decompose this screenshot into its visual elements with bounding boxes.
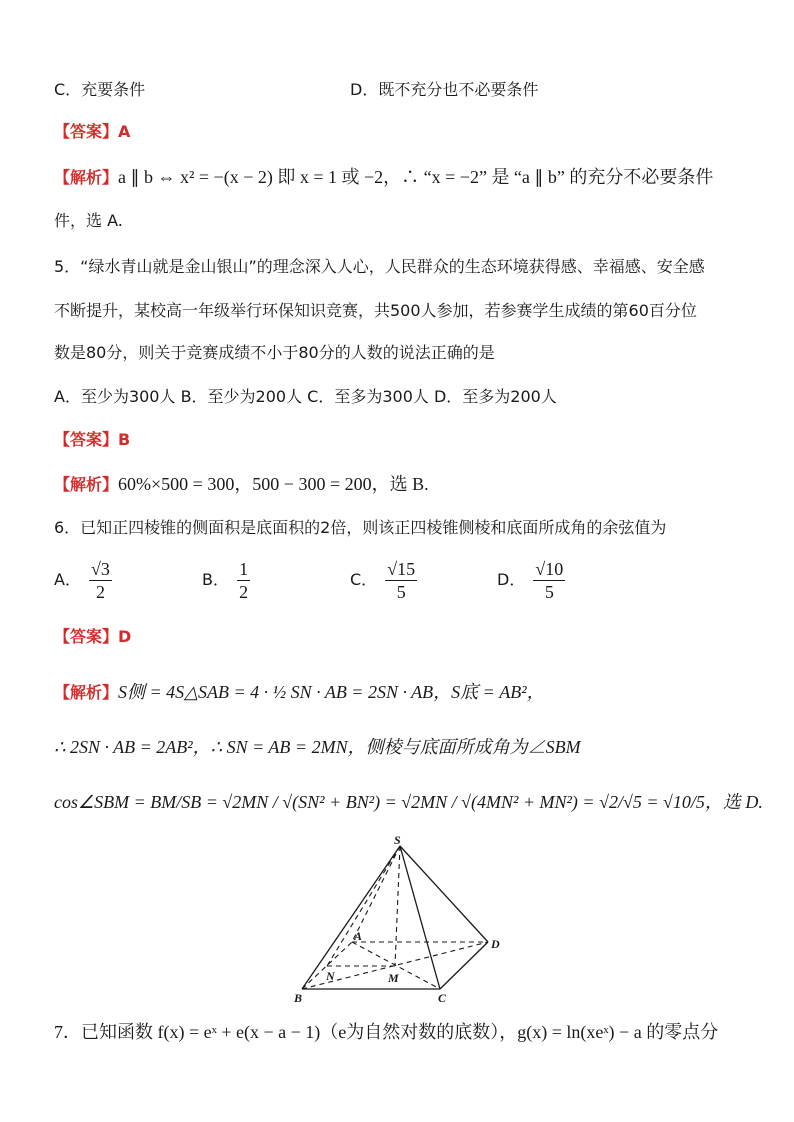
q6-option-a-label: A． — [54, 570, 81, 589]
q5-stem-line1: 5．“绿水青山就是金山银山”的理念深入人心，人民群众的生态环境获得感、幸福感、安全感 — [54, 257, 705, 276]
point-label-n: N — [326, 969, 335, 983]
q6-option-b — [202, 558, 253, 603]
q6-option-c — [350, 558, 420, 603]
q4-option-d: D．既不充分也不必要条件 — [350, 80, 539, 99]
q6-option-a — [54, 558, 115, 603]
q5-options: A．至少为300人 B．至少为200人 C．至多为300人 D．至多为200人 — [54, 387, 557, 406]
vertex-label-b: B — [294, 991, 303, 1005]
numerator: √3 — [91, 559, 110, 579]
q6-option-b-fraction — [237, 558, 250, 603]
q6-analysis-line1 — [54, 680, 545, 705]
q6-option-c-label: C． — [350, 570, 378, 589]
q5-answer: 【答案】B — [54, 430, 131, 449]
q6-analysis-math1: S侧 = 4S△SAB = 4 · ½ SN · AB = 2SN · AB，S底 = AB²， — [118, 682, 545, 702]
q5-stem-line2: 不断提升，某校高一年级举行环保知识竞赛，共500人参加，若参赛学生成绩的第60百分位 — [54, 301, 697, 320]
edge-sb — [302, 846, 400, 989]
q6-option-a-fraction — [89, 558, 112, 603]
q4-answer: 【答案】A — [54, 122, 131, 141]
q7-stem-text: 7．已知函数 f(x) = eˣ + e(x − a − 1)（e为自然对数的底数），g(x) = ln(xeˣ) − a 的零点分 — [54, 1022, 719, 1042]
q6-analysis-label: 【解析】 — [54, 683, 119, 702]
q6-option-d — [497, 558, 568, 603]
q6-option-c-fraction — [385, 558, 417, 603]
q6-option-d-label: D． — [497, 570, 526, 589]
point-label-m: M — [388, 971, 399, 985]
q6-analysis-line3: cos∠SBM = BM/SB = √2MN / √(SN² + BN²) = √2MN / √(4MN² + MN²) = √2/√5 = √10/5，选 D. — [54, 792, 763, 812]
q6-option-b-label: B． — [202, 570, 229, 589]
q5-stem-line3: 数是80分，则关于竞赛成绩不小于80分的人数的说法正确的是 — [54, 343, 495, 362]
edge-cd — [440, 942, 488, 989]
denominator: 2 — [239, 582, 249, 602]
q4-analysis-math: a ∥ b ⇔ x² = −(x − 2) 即 x = 1 或 −2，∴ “x = −2” 是 “a ∥ b” 的充分不必要条件 — [118, 167, 714, 187]
q4-analysis-line2: 件，选 A. — [54, 211, 123, 230]
denominator: 2 — [95, 582, 105, 602]
denominator: 5 — [396, 582, 406, 602]
q5-analysis-label: 【解析】 — [54, 475, 119, 494]
vertex-label-a: A — [354, 929, 363, 943]
vertex-label-d: D — [491, 937, 500, 951]
q5-analysis-text: 60%×500 = 300，500 − 300 = 200，选 B. — [118, 474, 429, 494]
q4-analysis-line1 — [54, 165, 713, 190]
q6-analysis-line2: ∴ 2SN · AB = 2AB²，∴ SN = AB = 2MN，侧棱与底面所成角为∠SBM — [54, 737, 581, 757]
height-sm — [395, 846, 400, 966]
vertex-label-s: S — [394, 834, 401, 847]
q6-stem: 6．已知正四棱锥的侧面积是底面积的2倍，则该正四棱锥侧棱和底面所成角的余弦值为 — [54, 518, 667, 537]
q5-analysis — [54, 472, 429, 497]
numerator: √10 — [535, 559, 564, 579]
q4-option-c: C．充要条件 — [54, 80, 146, 99]
q4-analysis-label: 【解析】 — [54, 168, 119, 187]
denominator: 5 — [544, 582, 554, 602]
vertex-label-c: C — [438, 991, 447, 1005]
q6-option-d-fraction — [533, 558, 565, 603]
edge-sa-hidden — [352, 846, 400, 942]
q7-stem — [54, 1020, 718, 1045]
numerator: 1 — [239, 559, 249, 579]
pyramid-figure — [290, 834, 510, 1006]
q6-answer: 【答案】D — [54, 627, 132, 646]
numerator: √15 — [387, 559, 416, 579]
